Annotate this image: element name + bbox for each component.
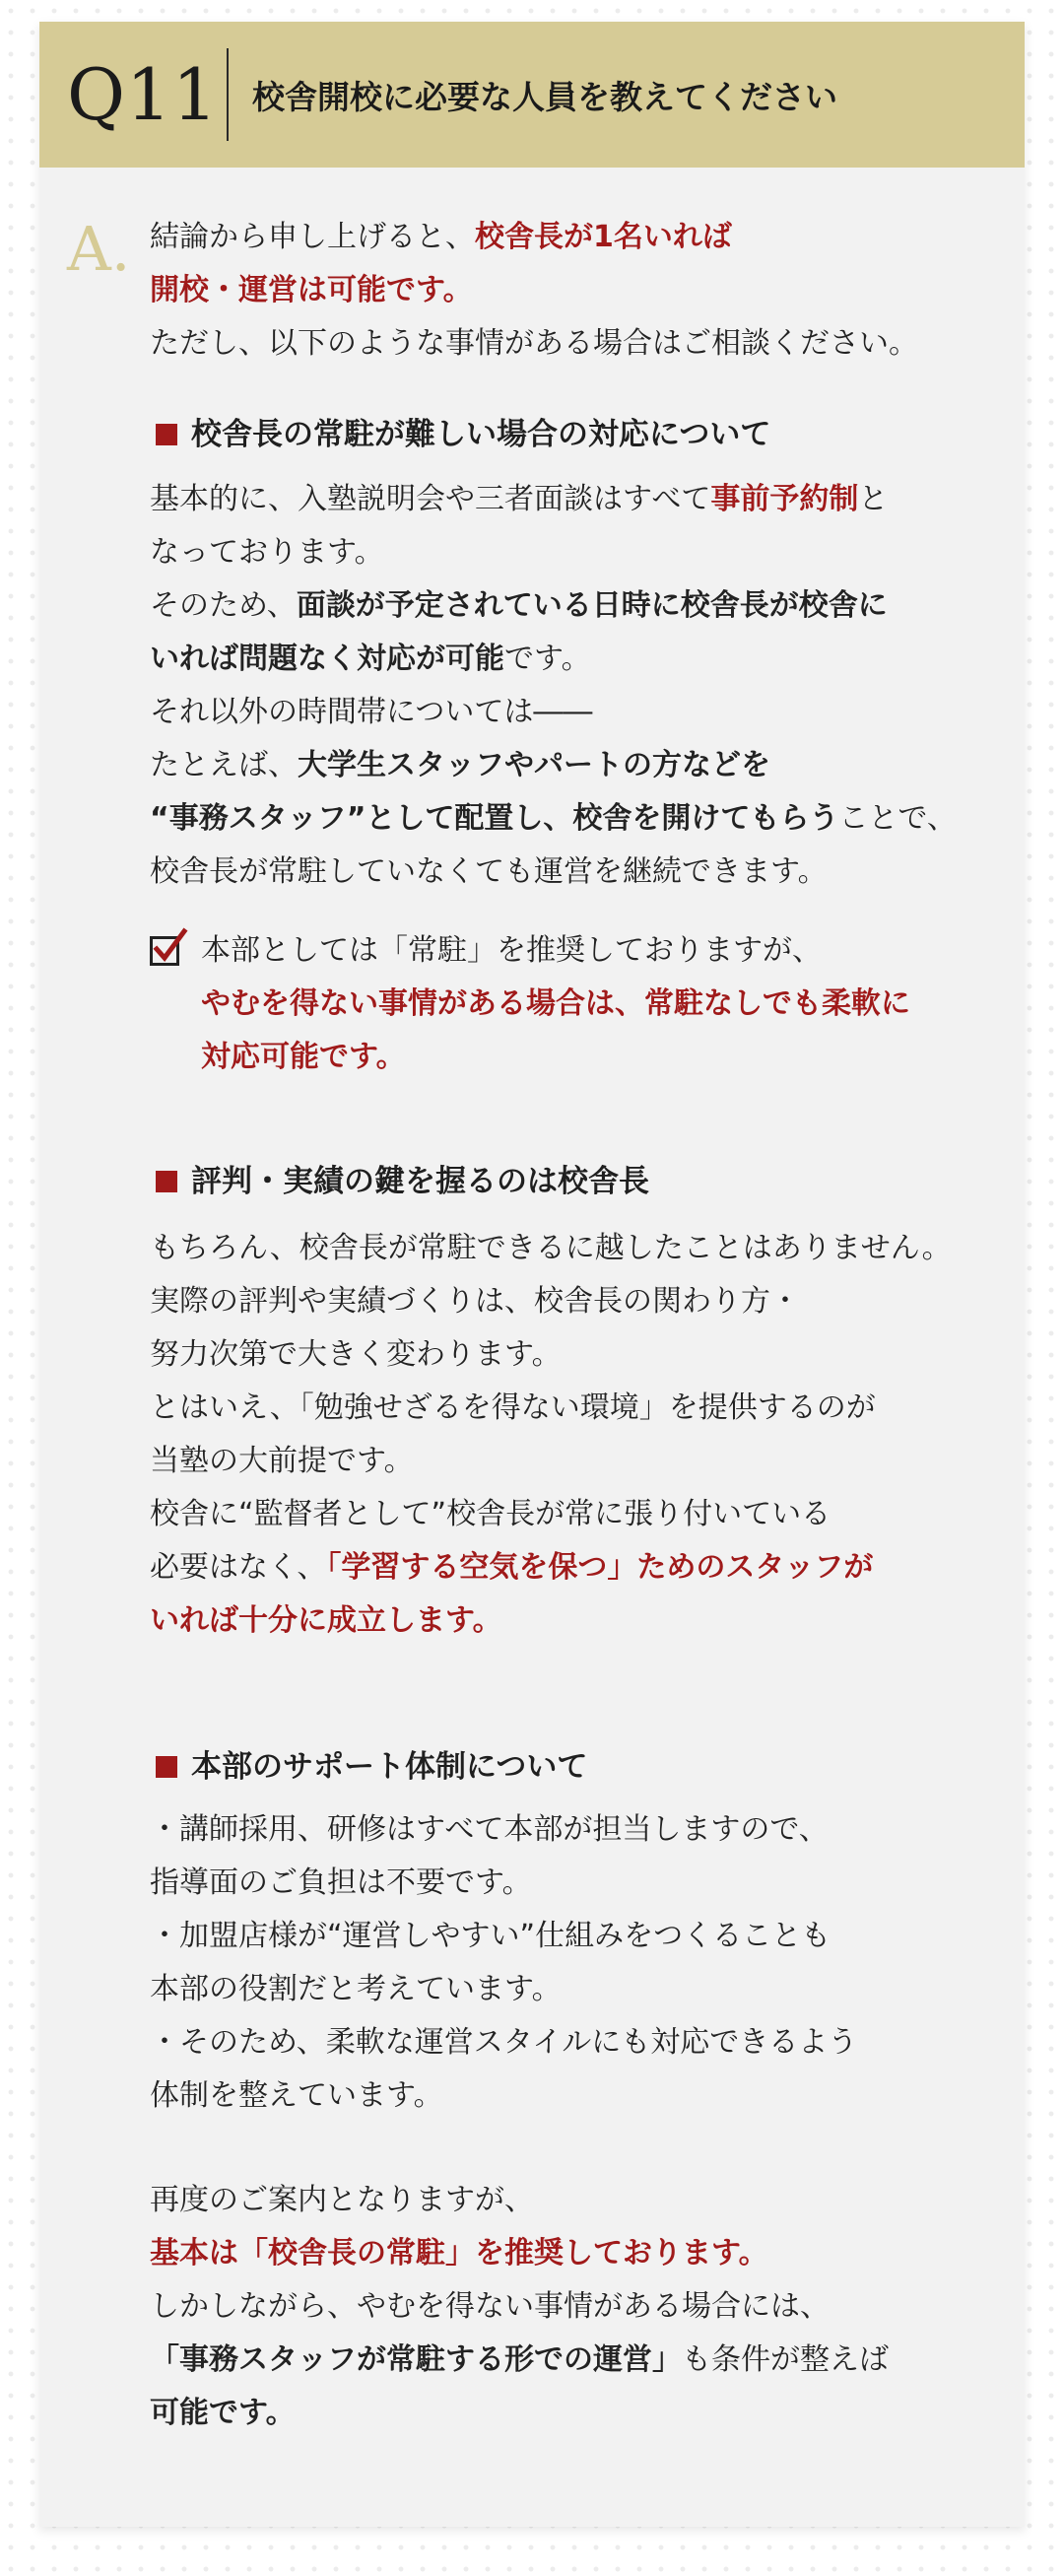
s3-line-5: ・そのため、柔軟な運営スタイルにも対応できるよう: [150, 2025, 858, 2060]
square-bullet-icon: [156, 1756, 177, 1778]
s1-text-end: です。: [504, 642, 591, 676]
closing-text-end: も条件が整えば: [682, 2342, 889, 2377]
intro-line-1: [150, 211, 995, 264]
note-line-1: 本部としては「常駐」を推奨しておりますが、: [201, 933, 822, 968]
section-heading-1: [150, 408, 995, 461]
s2-line-6: 校舎に“監督者として”校舎長が常に張り付いている: [150, 1497, 831, 1531]
s1-line-4: [150, 633, 995, 686]
question-title: 校舎開校に必要な人員を教えてください: [252, 77, 837, 116]
intro-text: 結論から申し上げると、: [150, 220, 475, 254]
s1-line-3: [150, 579, 995, 633]
closing-line-4: [150, 2334, 995, 2387]
s2-emphasis: 「学習する空気を保つ」ためのスタッフが: [326, 1550, 874, 1585]
note-line-2: やむを得ない事情がある場合は、常駐なしでも柔軟に: [201, 986, 910, 1021]
s1-line-7: [150, 792, 995, 846]
s1-emphasis: 事前予約制: [710, 482, 859, 516]
s1-line-5: それ以外の時間帯については――: [150, 695, 593, 729]
closing-bold: 「事務スタッフが常駐する形での運営」: [150, 2342, 682, 2377]
s3-line-4: 本部の役割だと考えています。: [150, 1972, 562, 2006]
question-number: Q11: [67, 53, 219, 136]
closing-line-2: 基本は「校舎長の常駐」を推奨しております。: [150, 2236, 768, 2271]
intro-line-3: ただし、以下のような事情がある場合はご相談ください。: [150, 326, 918, 361]
s1-bold: 大学生スタッフやパートの方などを: [298, 748, 770, 782]
s2-line-7: [150, 1541, 995, 1594]
s1-text: たとえば、: [150, 748, 298, 782]
s1-line-8: 校舎長が常駐していなくても運営を継続できます。: [150, 854, 828, 889]
s2-line-4: とはいえ、「勉強せざるを得ない環境」を提供するのが: [150, 1390, 876, 1425]
s1-bold: “事務スタッフ”として配置し、校舎を開けてもらう: [150, 801, 839, 836]
s2-line-5: 当塾の大前提です。: [150, 1444, 414, 1478]
s1-text-end: ことで、: [838, 801, 957, 836]
closing-note: [150, 2174, 995, 2440]
answer-body: [39, 168, 1025, 2440]
note-line-3: 対応可能です。: [201, 1040, 406, 1074]
section-heading-text: 本部のサポート体制について: [191, 1749, 588, 1785]
closing-line-1: 再度のご案内となりますが、: [150, 2183, 534, 2217]
s3-line-3: ・加盟店様が“運営しやすい”仕組みをつくることも: [150, 1919, 831, 1953]
section-reputation: [150, 1155, 995, 1648]
s2-line-8: いれば十分に成立します。: [150, 1603, 502, 1638]
closing-line-5: 可能です。: [150, 2396, 296, 2430]
intro-line-2: [150, 264, 995, 317]
s1-line-2: なっております。: [150, 535, 384, 570]
header-divider: [227, 48, 229, 141]
section-support: [150, 1740, 995, 2123]
s1-bold: いれば問題なく対応が可能: [150, 642, 504, 676]
s2-line-1: もちろん、校舎長が常駐できるに越したことはありません。: [150, 1231, 952, 1265]
s1-line-1: [150, 473, 995, 526]
s3-line-2: 指導面のご負担は不要です。: [150, 1865, 532, 1900]
answer-intro: [150, 211, 995, 371]
s2-text: 必要はなく、: [150, 1550, 327, 1585]
s1-text: 基本的に、入塾説明会や三者面談はすべて: [150, 482, 711, 516]
s1-text: そのため、: [150, 588, 297, 623]
section-heading-text: 校舎長の常駐が難しい場合の対応について: [191, 417, 771, 452]
section-heading-2: [150, 1155, 995, 1208]
answer-mark: A.: [67, 213, 131, 285]
check-note: [150, 924, 995, 1084]
s2-line-2: 実際の評判や実績づくりは、校舎長の関わり方・: [150, 1284, 800, 1319]
checkbox-checked-icon: [150, 936, 179, 966]
square-bullet-icon: [156, 1171, 177, 1192]
intro-emphasis: 校舎長が1名いれば: [475, 220, 732, 254]
s1-bold: 面談が予定されている日時に校舎長が校舎に: [296, 588, 888, 623]
intro-emphasis-2: 開校・運営は可能です。: [150, 273, 473, 307]
s1-line-6: [150, 739, 995, 792]
square-bullet-icon: [156, 424, 177, 445]
s3-line-1: ・講師採用、研修はすべて本部が担当しますので、: [150, 1812, 829, 1847]
s1-text-end: と: [858, 482, 889, 516]
faq-card: [39, 22, 1025, 2527]
closing-line-3: しかしながら、やむを得ない事情がある場合には、: [150, 2289, 830, 2324]
s2-line-3: 努力次第で大きく変わります。: [150, 1337, 562, 1372]
s3-line-6: 体制を整えています。: [150, 2078, 443, 2113]
section-staffing: [150, 408, 995, 1084]
section-heading-3: [150, 1740, 995, 1794]
question-header: [39, 22, 1025, 168]
section-heading-text: 評判・実績の鍵を握るのは校舎長: [191, 1164, 649, 1199]
